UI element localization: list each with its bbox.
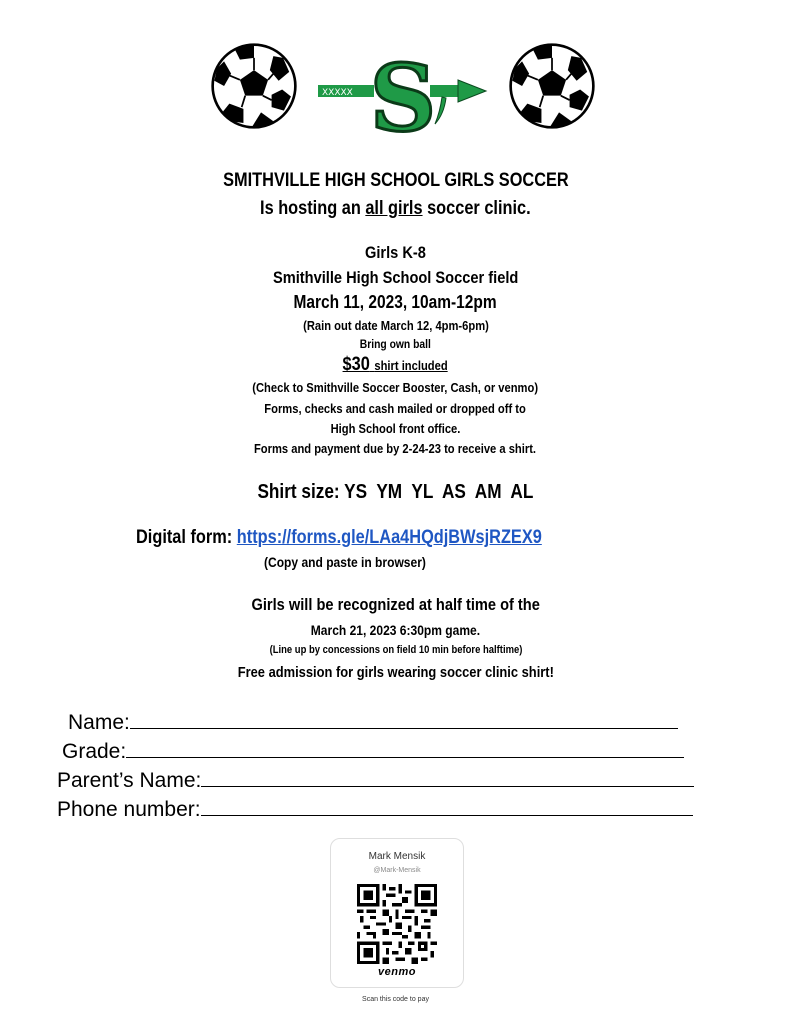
recognition-line-1: Girls will be recognized at half time of the [251,595,540,614]
forms-line-1: Forms, checks and cash mailed or dropped off to [264,401,527,416]
venmo-handle: @Mark-Mensik [373,867,421,874]
phone-number-label: Phone number: [57,798,201,821]
logo-stripe-text: XXXXX [322,88,353,98]
payment-line: (Check to Smithville Soccer Booster, Cash, or venmo) [252,380,539,395]
shirt-size-line [0,481,791,504]
venmo-logo: venmo [378,966,416,978]
name-label: Name: [68,711,130,734]
shirt-size-options: YS YM YL AS AM AL [344,481,534,503]
grade-label: Grade: [62,740,127,763]
recognition-line-3: (Line up by concessions on field 10 min before halftime) [269,644,522,656]
name-field[interactable] [68,708,678,735]
parent-name-label: Parent’s Name: [57,769,202,792]
recognition-line-4: Free admission for girls wearing soccer clinic shirt! [237,664,554,681]
digital-form-label: Digital form: [136,527,237,548]
flyer-subtitle: Is hosting an all girls soccer clinic. [260,198,531,219]
price-note: shirt included [374,358,449,373]
rain-date-line: (Rain out date March 12, 4pm-6pm) [302,318,489,333]
venmo-qr-code[interactable] [357,884,437,964]
ball-line: Bring own ball [359,337,432,351]
scan-to-pay-caption: Scan this code to pay [362,996,429,1003]
location-line: Smithville High School Soccer field [272,268,519,287]
logo-letter: S [369,48,437,138]
price-amount: $30 [342,354,371,375]
shirt-size-label: Shirt size: [257,481,340,503]
soccer-ball-left-icon [210,42,298,130]
digital-form-line [136,527,608,549]
recognition-line-2: March 21, 2023 6:30pm game. [310,622,481,638]
soccer-ball-right-icon [508,42,596,130]
deadline-line: Forms and payment due by 2-24-23 to receive a shirt. [254,441,537,456]
digital-form-link[interactable]: https://forms.gle/LAa4HQdjBWsjRZEX9 [236,527,542,548]
flyer-title: SMITHVILLE HIGH SCHOOL GIRLS SOCCER [222,170,569,191]
school-s-logo [314,48,492,138]
grade-field[interactable] [62,737,684,764]
price-line [0,354,791,376]
venmo-card [330,838,464,988]
date-line: March 11, 2023, 10am-12pm [293,292,498,312]
grades-line: Girls K-8 [365,243,426,262]
phone-number-field[interactable] [57,795,693,822]
forms-line-2: High School front office. [330,421,461,436]
parent-name-field[interactable] [57,766,694,793]
venmo-name: Mark Mensik [368,851,426,862]
digital-form-note: (Copy and paste in browser) [264,554,426,570]
